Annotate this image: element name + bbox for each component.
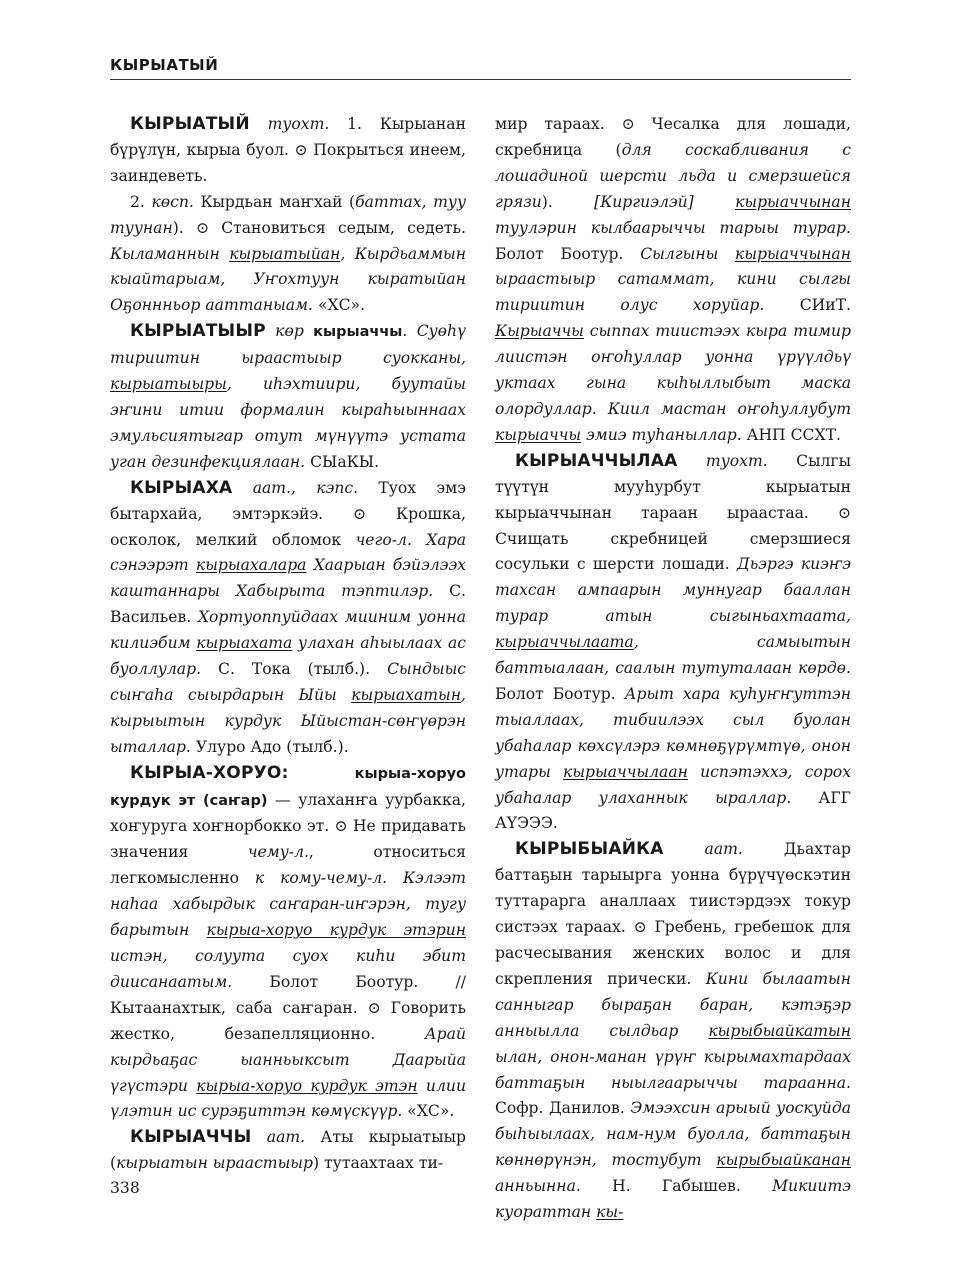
example: Кэлээт наһаа хабырдык саҥаран-иҥэрэн, тугу барытын (110, 869, 466, 940)
example-keyword: кырыа-хоруо курдук этэн (196, 1076, 418, 1095)
source: СЫаКЫ. (305, 452, 380, 471)
definition: мир тараах. ⊙ Чесалка для лошади, скребница ( (495, 115, 851, 159)
definition: , относиться легкомысленно (110, 843, 466, 888)
header-rule (110, 79, 851, 80)
headword: КЫРЫБЫАЙКА (515, 839, 664, 860)
gloss-note: для соскабливания с лошадиной шерсти льда и смерзшейся грязи (495, 140, 852, 211)
left-column (110, 112, 466, 1177)
entry-kyrya-khoruo (110, 761, 466, 1126)
example: Кыламаннын (110, 244, 230, 263)
example-keyword: кырыаччылаата (495, 633, 634, 652)
punct: . (402, 322, 417, 341)
example: ыраастыыр сатаммат, кини сылгы тириитин олус хоруйар. (495, 270, 851, 315)
definition: Сылгы түүтүн мууһурбут кырыатын кырыаччынан тараан ыраастаа. ⊙ Счищать скребницей смерзшиеся сосульки с шерсти лошади. (495, 451, 851, 574)
example-keyword: Кырыаччы (495, 322, 584, 341)
headword: КЫРЫАТЫЫР (130, 321, 266, 342)
definition: 1. Кырыанан бүрүлүн, кырыа буол. ⊙ Покрыться инеем, заиндеветь. (110, 115, 466, 185)
example-keyword: кырыбыайканан (716, 1151, 851, 1170)
entry-kyryatyyr (110, 319, 466, 475)
source: «ХС». (313, 296, 366, 315)
grammar-label: аат., кэпс. (232, 478, 359, 497)
grammar-label: к кому-чему-л. (254, 869, 388, 888)
source: Болот Боотур. (495, 684, 625, 703)
example-keyword: кырыатыыры (110, 375, 227, 394)
definition: Дьахтар баттаҕын тарыырга уонна бүрүчүөскэтин туттарарга аналлаах тиистэрдээх токур систээх тараах. ⊙ Гребень, гребешок для расчесывания женских волос и для скрепления прически. (495, 840, 852, 988)
grammar-label: аат. (663, 840, 743, 859)
grammar-label: чего-л. (355, 530, 412, 549)
running-head: КЫРЫАТЫЙ (110, 56, 219, 74)
gloss-note: баттах, туу туунан (110, 192, 466, 237)
headword: КЫРЫАЧЧЫ (130, 1127, 252, 1148)
example: Эмээхсин арыый уоскуйда быһыылаах, нам-нум буолла, баттаҕын көннөрүнэн, тостубут (495, 1099, 851, 1170)
grammar-label: чему-л. (247, 843, 309, 862)
example: Арай кырдьаҕас ыанньыксыт Даарыйа үгүстэри (110, 1024, 466, 1095)
example-keyword: кырыа-хоруо курдук этэрин (206, 921, 467, 940)
definition: ) тутаахтаах ти- (312, 1154, 444, 1173)
example: сыппах тиистээх кыра тимир лиистэн оҥоһуллар уонна үрүүлдьү уктаах гына кыһыллыбыт маска олордуллар. Киил мастан оҥоһуллубут (495, 322, 851, 418)
entry-kyryatyi (110, 112, 466, 190)
example: , кырыытын курдук Ыйыстан-сөҥүөрэн ыталлар. (110, 685, 466, 756)
example: ылан, онон-манан үрүҥ кырымахтардаах баттаҕын ныылгаарыччы тарaанна. (495, 1047, 851, 1092)
headword: КЫРЫА-ХОРУО: (130, 762, 289, 783)
example: илии үлэтин ис сурэҕиттэн көмүскүүр. (110, 1076, 466, 1121)
gloss-note: кырыатын ыраастыыр (116, 1154, 313, 1173)
example-keyword: кырыаччынан (735, 192, 851, 211)
entry-kyrybyaika (495, 837, 851, 1226)
headword: КЫРЫАХА (130, 477, 233, 498)
example: анньынна. (495, 1177, 581, 1196)
source: АГГ АҮЭЭЭ. (495, 788, 851, 833)
example: Арыт хара куһуҥҥуттэн тыаллаах, тибиилээх сыл буолан убаһалар көхсүлэрэ көмнөҕүрүмтүө, онон утары (495, 684, 851, 781)
example: испэтэххэ, сорох убаһалар улаханнык ыраллар. (495, 762, 851, 807)
entry-kyryakha (110, 476, 466, 761)
example: [Киргиэлэй] (594, 192, 736, 211)
definition: Кырдьан маҥхай ( (193, 192, 356, 211)
page-number: 338 (110, 1179, 140, 1197)
example: туулэрин кылбаарыччы тарыы турар. (495, 218, 851, 237)
definition: ). ⊙ Становиться седым, седеть. (172, 218, 466, 237)
example-keyword: кырыбыайкатын (708, 1021, 851, 1040)
definition: Туох эмэ бытархайа, эмтэркэйэ. ⊙ Крошка, осколок, мелкий обломок (110, 478, 466, 549)
example-keyword: кырыахалара (195, 556, 307, 575)
example: , Кырдьаммын кыайтарыам, Уҥохтуун кыратыйан Оҕоннньор ааттаныам. (110, 244, 466, 315)
example: Суөһү тириитин ыраастыыр суокканы, (110, 322, 466, 368)
source: С. Васильев. (110, 582, 466, 627)
example: истэн, солуута суох киһи эбит диисанаатым. (110, 947, 466, 991)
example-keyword: кырыаччы (495, 425, 582, 444)
definition: ). (541, 192, 595, 211)
example-keyword: кырыатыйан (229, 244, 341, 263)
example: Сындыыс сыҥаһа сыырдарын Ыйы (110, 660, 466, 704)
headword: КЫРЫАТЫЙ (130, 114, 250, 134)
example: Хаарыан бэйэлээх каштаннары Хабырыта тэптилэр. (110, 556, 466, 601)
example: Дьэргэ киэҥэ тахсан ампаарын муннугар бааллан турар атын сыгыньахтаата, (495, 555, 851, 626)
example: , иһэхтиири, буутайы эҥини итии формалин кыраһыыннаах эмульсиятыгар отут мүнүүтэ устата уган дезинфекциялаан. (110, 375, 466, 471)
entry-kyryatyi-sense2 (110, 190, 466, 320)
phrase: кырыа-хоруо курдук эт (саҥар) (110, 765, 466, 809)
definition: Аты кырыатыыр ( (110, 1128, 466, 1173)
example: эмиэ туһаныллар. (581, 425, 742, 444)
example-keyword: кырыаччынан (735, 244, 851, 263)
example-keyword: кырыаччылаан (563, 762, 688, 781)
grammar-label: аат. (251, 1128, 306, 1147)
source: Болот Боотур. // Кытаанахтык, саба саҥаран. ⊙ Говорить жестко, безапелляционно. (110, 972, 466, 1043)
entry-kyryachchylaa (495, 449, 851, 838)
example-keyword: кырыахатын (351, 685, 462, 704)
definition: — улаханҥа уурбакка, хоҥуруга хоҥнорбокко эт. ⊙ Не придавать значения (110, 790, 466, 862)
example: Хара сэнээрэт (110, 530, 466, 575)
example-keyword: кы- (596, 1203, 624, 1222)
grammar-label: туохт. (267, 115, 330, 133)
headword: КЫРЫАЧЧЫЛАА (515, 450, 678, 471)
source: Н. Габышев. (580, 1177, 773, 1196)
source: Софр. Данилов. (495, 1099, 631, 1118)
example: , самыытын баттыалаан, саалын тутуталаан көрдө. (495, 633, 851, 678)
example: Хортуоппуйдаах мииним уонна килиэбим (110, 608, 466, 653)
source: СИиТ. (764, 296, 851, 315)
right-column (495, 112, 851, 1226)
source: Улуро Адо (тылб.). (190, 737, 349, 756)
example: Микиитэ куораттан (495, 1177, 851, 1222)
source: Болот Боотур. (495, 244, 641, 263)
example: Сылгыны (640, 244, 736, 263)
example-keyword: кырыахата (196, 634, 293, 653)
example: Кини былаатын санныгар быраҕан баран, кэтэҕэр анныылла сылдьар (495, 969, 851, 1040)
example: улахан аһыылаах ас буоллулар. (110, 634, 466, 679)
source: С. Тока (тылб.). (201, 660, 388, 679)
grammar-label: көр (265, 322, 314, 341)
source: «ХС». (402, 1102, 455, 1121)
cross-reference: кырыаччы (313, 324, 403, 341)
entry-kyryachchy (110, 1125, 466, 1177)
entry-kyryachchy-continued (495, 112, 851, 449)
grammar-label: көсп. (151, 192, 194, 211)
sense-number: 2. (130, 192, 152, 211)
grammar-label: туохт. (677, 451, 768, 470)
source: АНП ССХТ. (741, 425, 841, 444)
